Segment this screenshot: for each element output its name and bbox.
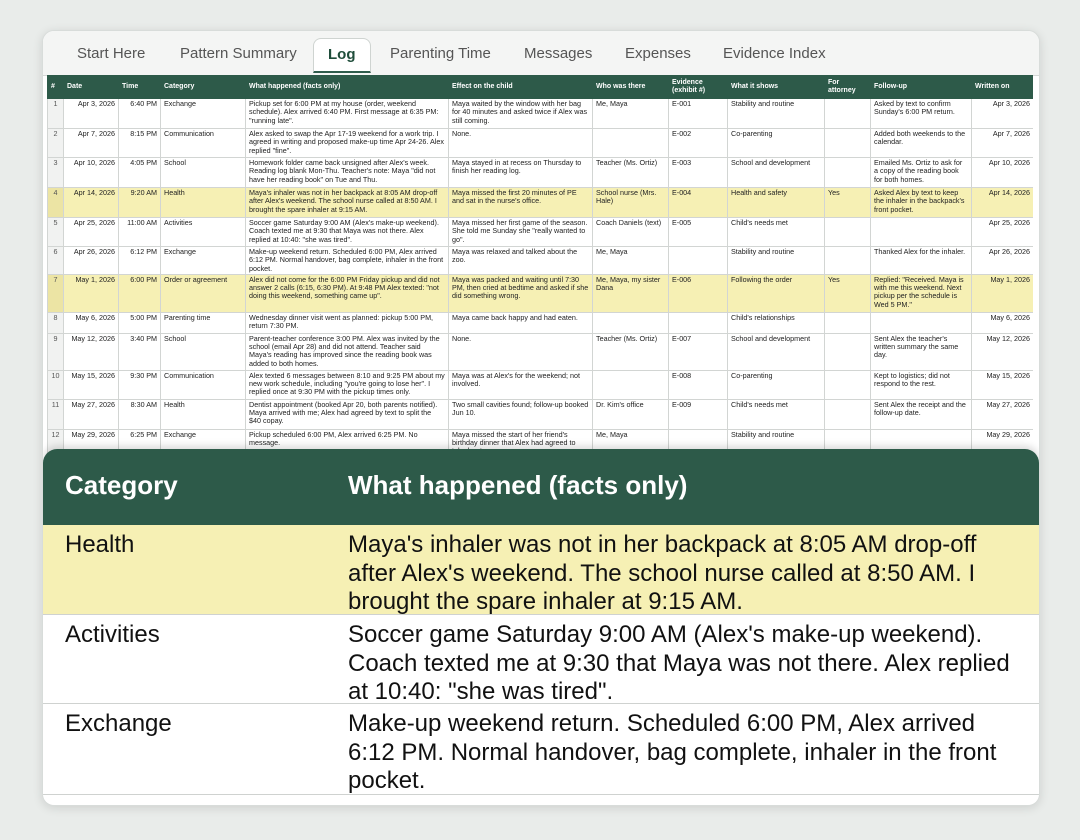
date-cell[interactable]: Apr 14, 2026 bbox=[64, 188, 119, 218]
what-happened-cell[interactable]: Parent-teacher conference 3:00 PM. Alex was invited by the school (email Apr 28) and did not attend. Teacher said Maya's reading has improved since the reading book was added to both homes. bbox=[246, 333, 449, 370]
table-row[interactable] bbox=[48, 247, 1034, 275]
log-sheet bbox=[47, 75, 1033, 455]
effect-cell[interactable]: Maya missed the start of her friend's birthday dinner that Alex had agreed to bbox=[449, 429, 593, 455]
effect-cell[interactable]: Maya stayed in at recess on Thursday to finish her reading log. bbox=[449, 158, 593, 188]
who-cell[interactable]: Me, Maya bbox=[593, 247, 669, 275]
follow-up-cell[interactable]: Thanked Alex for the inhaler. bbox=[871, 247, 972, 275]
zoomed-what-cell: Soccer game Saturday 9:00 AM (Alex's make-up weekend). Coach texted me at 9:30 that Maya was not there. Alex replied at 10:40: "she was tired". bbox=[348, 621, 1010, 705]
time-cell[interactable]: 8:30 AM bbox=[119, 399, 161, 429]
table-row[interactable] bbox=[48, 129, 1034, 158]
time-cell[interactable]: 6:00 PM bbox=[119, 274, 161, 312]
effect-cell[interactable]: Maya waited by the window with her bag for 40 minutes and asked twice if Alex was still coming. bbox=[449, 99, 593, 129]
zoomed-table-panel bbox=[43, 449, 1039, 805]
effect-cell[interactable]: Maya was at Alex's for the weekend; not involved. bbox=[449, 370, 593, 399]
col-header-category[interactable]: Category bbox=[161, 76, 246, 99]
tab-log[interactable]: Log bbox=[313, 38, 371, 73]
written-on-cell[interactable]: May 15, 2026 bbox=[972, 370, 1034, 399]
time-cell[interactable]: 6:12 PM bbox=[119, 247, 161, 275]
effect-cell[interactable]: Maya was packed and waiting until 7:30 PM, then cried at bedtime and asked if she did something wrong. bbox=[449, 274, 593, 312]
spreadsheet-window bbox=[42, 30, 1040, 806]
col-header-for-attorney[interactable]: For attorney bbox=[825, 76, 871, 99]
evidence-cell[interactable]: E-005 bbox=[669, 218, 728, 247]
time-cell[interactable]: 6:40 PM bbox=[119, 99, 161, 129]
col-header-evidence[interactable]: Evidence (exhibit #) bbox=[669, 76, 728, 99]
what-happened-cell[interactable]: Soccer game Saturday 9:00 AM (Alex's make-up weekend). Coach texted me at 9:30 that Maya was not there. Alex replied at 10:40: "she was tired". bbox=[246, 218, 449, 247]
zoomed-row[interactable] bbox=[43, 525, 1039, 615]
what-it-shows-cell[interactable]: School and development bbox=[728, 158, 825, 188]
what-it-shows-cell[interactable]: Stability and routine bbox=[728, 247, 825, 275]
col-header-who[interactable]: Who was there bbox=[593, 76, 669, 99]
zoomed-category-cell: Activities bbox=[65, 621, 160, 648]
row-number-cell[interactable]: 3 bbox=[48, 158, 64, 188]
table-row[interactable] bbox=[48, 218, 1034, 247]
written-on-cell[interactable]: Apr 10, 2026 bbox=[972, 158, 1034, 188]
zoomed-header-what-happened: What happened (facts only) bbox=[348, 470, 688, 500]
who-cell[interactable] bbox=[593, 129, 669, 158]
written-on-cell[interactable]: May 29, 2026 bbox=[972, 429, 1034, 455]
row-number-cell[interactable]: 9 bbox=[48, 333, 64, 370]
for-attorney-cell[interactable]: Yes bbox=[825, 274, 871, 312]
for-attorney-cell[interactable]: Yes bbox=[825, 188, 871, 218]
effect-cell[interactable]: Maya missed the first 20 minutes of PE and sat in the nurse's office. bbox=[449, 188, 593, 218]
what-it-shows-cell[interactable]: Stability and routine bbox=[728, 99, 825, 129]
for-attorney-cell[interactable] bbox=[825, 399, 871, 429]
row-number-cell[interactable]: 4 bbox=[48, 188, 64, 218]
who-cell[interactable]: Dr. Kim's office bbox=[593, 399, 669, 429]
time-cell[interactable]: 11:00 AM bbox=[119, 218, 161, 247]
who-cell[interactable] bbox=[593, 312, 669, 333]
zoomed-category-cell: Exchange bbox=[65, 710, 172, 737]
written-on-cell[interactable]: May 27, 2026 bbox=[972, 399, 1034, 429]
date-cell[interactable]: May 1, 2026 bbox=[64, 274, 119, 312]
evidence-cell[interactable]: E-008 bbox=[669, 370, 728, 399]
what-it-shows-cell[interactable]: Child's needs met bbox=[728, 218, 825, 247]
category-cell[interactable]: Health bbox=[161, 399, 246, 429]
follow-up-cell[interactable]: Added both weekends to the calendar. bbox=[871, 129, 972, 158]
what-happened-cell[interactable]: Homework folder came back unsigned after Alex's week. Reading log blank Mon-Thu. Teacher's note: Maya "did not have her reading book" on Tue and Thu. bbox=[246, 158, 449, 188]
tab-pattern-summary[interactable]: Pattern Summary bbox=[180, 45, 297, 62]
row-number-cell[interactable]: 6 bbox=[48, 247, 64, 275]
row-number-cell[interactable]: 2 bbox=[48, 129, 64, 158]
written-on-cell[interactable]: May 1, 2026 bbox=[972, 274, 1034, 312]
time-cell[interactable]: 9:20 AM bbox=[119, 188, 161, 218]
follow-up-cell[interactable]: Asked by text to confirm Sunday's 6:00 PM return. bbox=[871, 99, 972, 129]
evidence-cell[interactable]: E-009 bbox=[669, 399, 728, 429]
col-header-written-on[interactable]: Written on bbox=[972, 76, 1034, 99]
category-cell[interactable]: Exchange bbox=[161, 429, 246, 455]
effect-cell[interactable]: None. bbox=[449, 333, 593, 370]
written-on-cell[interactable]: May 12, 2026 bbox=[972, 333, 1034, 370]
date-cell[interactable]: Apr 10, 2026 bbox=[64, 158, 119, 188]
evidence-cell[interactable]: E-001 bbox=[669, 99, 728, 129]
who-cell[interactable]: Me, Maya bbox=[593, 99, 669, 129]
for-attorney-cell[interactable] bbox=[825, 158, 871, 188]
follow-up-cell[interactable]: Replied: "Received. Maya is with me this weekend. Next pickup per the schedule is Wed 5 PM." bbox=[871, 274, 972, 312]
who-cell[interactable]: School nurse (Mrs. Hale) bbox=[593, 188, 669, 218]
row-number-cell[interactable]: 7 bbox=[48, 274, 64, 312]
who-cell[interactable]: Coach Daniels (text) bbox=[593, 218, 669, 247]
time-cell[interactable]: 8:15 PM bbox=[119, 129, 161, 158]
zoomed-row[interactable] bbox=[43, 615, 1039, 704]
date-cell[interactable]: May 12, 2026 bbox=[64, 333, 119, 370]
evidence-cell[interactable] bbox=[669, 312, 728, 333]
category-cell[interactable]: School bbox=[161, 158, 246, 188]
who-cell[interactable] bbox=[593, 370, 669, 399]
time-cell[interactable]: 4:05 PM bbox=[119, 158, 161, 188]
who-cell[interactable]: Teacher (Ms. Ortiz) bbox=[593, 333, 669, 370]
date-cell[interactable]: Apr 3, 2026 bbox=[64, 99, 119, 129]
written-on-cell[interactable]: Apr 7, 2026 bbox=[972, 129, 1034, 158]
date-cell[interactable]: May 29, 2026 bbox=[64, 429, 119, 455]
follow-up-cell[interactable]: Asked Alex by text to keep the inhaler in the backpack's front pocket. bbox=[871, 188, 972, 218]
table-row[interactable] bbox=[48, 333, 1034, 370]
what-it-shows-cell[interactable]: Child's relationships bbox=[728, 312, 825, 333]
tab-parenting-time[interactable]: Parenting Time bbox=[390, 45, 491, 62]
what-happened-cell[interactable]: Pickup set for 6:00 PM at my house (order, weekend schedule). Alex arrived 6:40 PM. First message at 6:35 PM: "running late". bbox=[246, 99, 449, 129]
what-it-shows-cell[interactable]: Co-parenting bbox=[728, 129, 825, 158]
what-happened-cell[interactable]: Dentist appointment (booked Apr 20, both parents notified). Maya arrived with me; Alex had agreed by text to split the $40 copay. bbox=[246, 399, 449, 429]
date-cell[interactable]: May 6, 2026 bbox=[64, 312, 119, 333]
date-cell[interactable]: Apr 26, 2026 bbox=[64, 247, 119, 275]
log-header-row bbox=[48, 76, 1034, 99]
evidence-cell[interactable]: E-004 bbox=[669, 188, 728, 218]
what-happened-cell[interactable]: Alex asked to swap the Apr 17-19 weekend for a work trip. I agreed in writing and proposed make-up time Apr 24-26. Alex replied "fine". bbox=[246, 129, 449, 158]
row-number-cell[interactable]: 12 bbox=[48, 429, 64, 455]
who-cell[interactable]: Me, Maya bbox=[593, 429, 669, 455]
table-row[interactable] bbox=[48, 399, 1034, 429]
row-number-cell[interactable]: 5 bbox=[48, 218, 64, 247]
follow-up-cell[interactable]: Kept to logistics; did not respond to the rest. bbox=[871, 370, 972, 399]
what-happened-cell[interactable]: Pickup scheduled 6:00 PM, Alex arrived 6:25 PM. No message. bbox=[246, 429, 449, 455]
evidence-cell[interactable]: E-006 bbox=[669, 274, 728, 312]
row-number-cell[interactable]: 11 bbox=[48, 399, 64, 429]
table-row[interactable] bbox=[48, 312, 1034, 333]
col-header-what-it-shows[interactable]: What it shows bbox=[728, 76, 825, 99]
tab-expenses[interactable]: Expenses bbox=[625, 45, 691, 62]
who-cell[interactable]: Me, Maya, my sister Dana bbox=[593, 274, 669, 312]
date-cell[interactable]: May 15, 2026 bbox=[64, 370, 119, 399]
date-cell[interactable]: Apr 25, 2026 bbox=[64, 218, 119, 247]
log-table bbox=[47, 75, 1033, 455]
category-cell[interactable]: Parenting time bbox=[161, 312, 246, 333]
what-happened-cell[interactable]: Make-up weekend return. Scheduled 6:00 PM, Alex arrived 6:12 PM. Normal handover, bag complete, inhaler in the front pocket. bbox=[246, 247, 449, 275]
written-on-cell[interactable]: May 6, 2026 bbox=[972, 312, 1034, 333]
follow-up-cell[interactable] bbox=[871, 218, 972, 247]
written-on-cell[interactable]: Apr 25, 2026 bbox=[972, 218, 1034, 247]
col-header-time[interactable]: Time bbox=[119, 76, 161, 99]
effect-cell[interactable]: Two small cavities found; follow-up booked Jun 10. bbox=[449, 399, 593, 429]
time-cell[interactable]: 6:25 PM bbox=[119, 429, 161, 455]
for-attorney-cell[interactable] bbox=[825, 370, 871, 399]
col-header-date[interactable]: Date bbox=[64, 76, 119, 99]
col-header-effect[interactable]: Effect on the child bbox=[449, 76, 593, 99]
category-cell[interactable]: Communication bbox=[161, 129, 246, 158]
col-header-number[interactable]: # bbox=[48, 76, 64, 99]
evidence-cell[interactable]: E-007 bbox=[669, 333, 728, 370]
written-on-cell[interactable]: Apr 14, 2026 bbox=[972, 188, 1034, 218]
what-it-shows-cell[interactable]: Child's needs met bbox=[728, 399, 825, 429]
follow-up-cell[interactable]: Sent Alex the teacher's written summary the same day. bbox=[871, 333, 972, 370]
what-it-shows-cell[interactable]: Following the order bbox=[728, 274, 825, 312]
time-cell[interactable]: 3:40 PM bbox=[119, 333, 161, 370]
category-cell[interactable]: Exchange bbox=[161, 99, 246, 129]
follow-up-cell[interactable]: Emailed Ms. Ortiz to ask for a copy of the reading book for both homes. bbox=[871, 158, 972, 188]
tab-messages[interactable]: Messages bbox=[524, 45, 593, 62]
effect-cell[interactable]: None. bbox=[449, 129, 593, 158]
date-cell[interactable]: Apr 7, 2026 bbox=[64, 129, 119, 158]
for-attorney-cell[interactable] bbox=[825, 99, 871, 129]
evidence-cell[interactable] bbox=[669, 247, 728, 275]
col-header-what-happened[interactable]: What happened (facts only) bbox=[246, 76, 449, 99]
row-number-cell[interactable]: 1 bbox=[48, 99, 64, 129]
table-row[interactable] bbox=[48, 188, 1034, 218]
table-row[interactable] bbox=[48, 274, 1034, 312]
what-it-shows-cell[interactable]: Stability and routine bbox=[728, 429, 825, 455]
sheet-tab-bar bbox=[43, 31, 1039, 76]
effect-cell[interactable]: Maya was relaxed and talked about the zoo. bbox=[449, 247, 593, 275]
category-cell[interactable]: Health bbox=[161, 188, 246, 218]
zoomed-header-category: Category bbox=[65, 470, 178, 500]
written-on-cell[interactable]: Apr 3, 2026 bbox=[972, 99, 1034, 129]
evidence-cell[interactable]: E-003 bbox=[669, 158, 728, 188]
what-it-shows-cell[interactable]: Co-parenting bbox=[728, 370, 825, 399]
what-happened-cell[interactable]: Maya's inhaler was not in her backpack at 8:05 AM drop-off after Alex's weekend. The school nurse called at 8:50 AM. I brought the spare inhaler at 9:15 AM. bbox=[246, 188, 449, 218]
table-row[interactable] bbox=[48, 99, 1034, 129]
category-cell[interactable]: Communication bbox=[161, 370, 246, 399]
for-attorney-cell[interactable] bbox=[825, 247, 871, 275]
category-cell[interactable]: Order or agreement bbox=[161, 274, 246, 312]
row-number-cell[interactable]: 10 bbox=[48, 370, 64, 399]
what-it-shows-cell[interactable]: Health and safety bbox=[728, 188, 825, 218]
what-happened-cell[interactable]: Alex did not come for the 6:00 PM Friday pickup and did not answer 2 calls (6:15, 6:30 PM). At 9:48 PM Alex texted: "not doing this weekend, something came up". bbox=[246, 274, 449, 312]
for-attorney-cell[interactable] bbox=[825, 312, 871, 333]
col-header-follow-up[interactable]: Follow-up bbox=[871, 76, 972, 99]
zoomed-header bbox=[43, 449, 1039, 525]
evidence-cell[interactable]: E-002 bbox=[669, 129, 728, 158]
table-row[interactable] bbox=[48, 158, 1034, 188]
zoomed-what-cell: Maya's inhaler was not in her backpack at 8:05 AM drop-off after Alex's weekend. The school nurse called at 8:50 AM. I brought the spare inhaler at 9:15 AM. bbox=[348, 531, 977, 615]
what-it-shows-cell[interactable]: School and development bbox=[728, 333, 825, 370]
for-attorney-cell[interactable] bbox=[825, 218, 871, 247]
category-cell[interactable]: School bbox=[161, 333, 246, 370]
for-attorney-cell[interactable] bbox=[825, 333, 871, 370]
who-cell[interactable]: Teacher (Ms. Ortiz) bbox=[593, 158, 669, 188]
row-number-cell[interactable]: 8 bbox=[48, 312, 64, 333]
tab-start-here[interactable]: Start Here bbox=[77, 45, 146, 62]
what-happened-cell[interactable]: Wednesday dinner visit went as planned: pickup 5:00 PM, return 7:30 PM. bbox=[246, 312, 449, 333]
date-cell[interactable]: May 27, 2026 bbox=[64, 399, 119, 429]
table-row[interactable] bbox=[48, 370, 1034, 399]
follow-up-cell[interactable] bbox=[871, 312, 972, 333]
category-cell[interactable]: Activities bbox=[161, 218, 246, 247]
written-on-cell[interactable]: Apr 26, 2026 bbox=[972, 247, 1034, 275]
tab-evidence-index[interactable]: Evidence Index bbox=[723, 45, 826, 62]
effect-cell[interactable]: Maya missed her first game of the season. She told me Sunday she "really wanted to go". bbox=[449, 218, 593, 247]
for-attorney-cell[interactable] bbox=[825, 129, 871, 158]
zoomed-what-cell: Make-up weekend return. Scheduled 6:00 PM, Alex arrived 6:12 PM. Normal handover, bag complete, inhaler in the front pocket. bbox=[348, 710, 997, 794]
zoomed-category-cell: Health bbox=[65, 531, 135, 558]
log-body bbox=[48, 99, 1034, 456]
effect-cell[interactable]: Maya came back happy and had eaten. bbox=[449, 312, 593, 333]
category-cell[interactable]: Exchange bbox=[161, 247, 246, 275]
follow-up-cell[interactable]: Sent Alex the receipt and the follow-up date. bbox=[871, 399, 972, 429]
time-cell[interactable]: 9:30 PM bbox=[119, 370, 161, 399]
what-happened-cell[interactable]: Alex texted 6 messages between 8:10 and 9:25 PM about my new work schedule, including "you're going to lose her". I replied once at 9:30 PM with the pickup times only. bbox=[246, 370, 449, 399]
zoomed-row[interactable] bbox=[43, 704, 1039, 795]
time-cell[interactable]: 5:00 PM bbox=[119, 312, 161, 333]
